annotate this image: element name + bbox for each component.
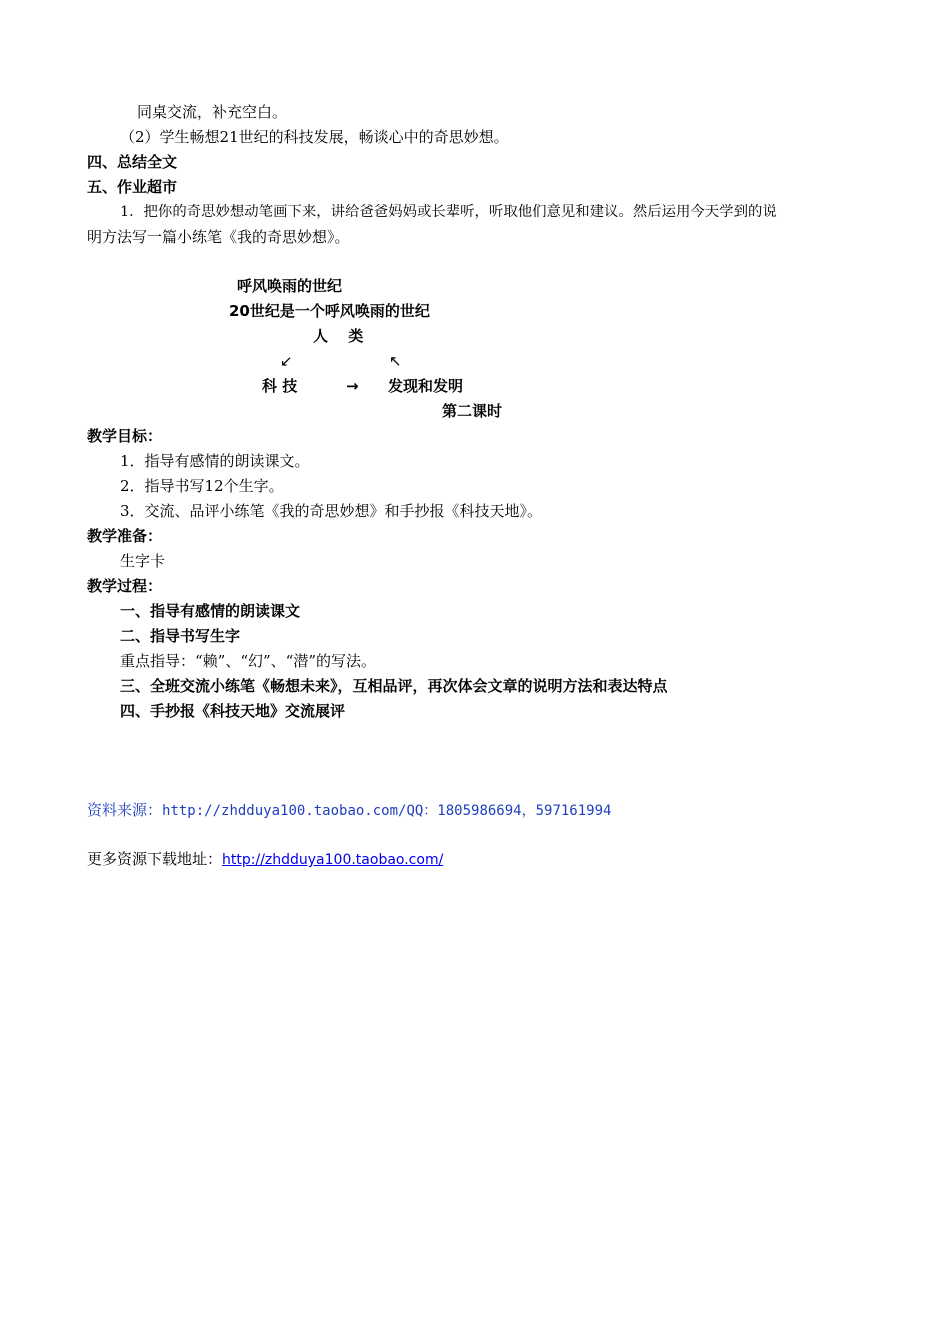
prep-heading: 教学准备：: [87, 527, 163, 545]
goal-item: 1．指导有感情的朗读课文。: [120, 452, 310, 470]
prep-item: 生字卡: [120, 552, 166, 570]
arrow-up-left-icon: ↖: [389, 352, 402, 370]
process-step: 二、指导书写生字: [120, 627, 241, 645]
arrow-right-icon: →: [346, 377, 359, 395]
source-url-link[interactable]: http://zhdduya100.taobao.com/: [162, 803, 407, 819]
process-heading: 教学过程：: [87, 577, 163, 595]
focus-note: 重点指导：“赖”、“幻”、“潜”的写法。: [120, 652, 377, 670]
homework-text: 1．把你的奇思妙想动笔画下来，讲给爸爸妈妈或长辈听，听取他们意见和建议。然后运用今天学到的说: [120, 204, 777, 220]
goal-item: 2．指导书写12个生字。: [120, 477, 284, 495]
process-step: 三、全班交流小练笔《畅想未来》，互相品评，再次体会文章的说明方法和表达特点: [120, 677, 668, 695]
more-resources-line: [87, 849, 443, 870]
homework-text: 明方法写一篇小练笔《我的奇思妙想》。: [87, 228, 350, 246]
paragraph-line: （2）学生畅想21世纪的科技发展，畅谈心中的奇思妙想。: [120, 128, 509, 146]
process-step: 四、手抄报《科技天地》交流展评: [120, 702, 346, 720]
paragraph-line: 同桌交流，补充空白。: [137, 103, 288, 121]
lesson-title: 第二课时: [442, 402, 503, 420]
source-qq: QQ：1805986694，597161994: [406, 803, 612, 819]
section-heading: 四、总结全文: [87, 153, 178, 171]
board-tech: 科 技: [262, 377, 298, 395]
goals-heading: 教学目标：: [87, 427, 163, 445]
goal-item: 3．交流、品评小练笔《我的奇思妙想》和手抄报《科技天地》。: [120, 502, 543, 520]
section-heading: 五、作业超市: [87, 178, 178, 196]
source-label: 资料来源：: [87, 801, 163, 819]
more-url-link[interactable]: http://zhdduya100.taobao.com/: [222, 852, 444, 868]
board-subtitle: 20世纪是一个呼风唤雨的世纪: [229, 302, 430, 320]
source-line: [87, 800, 611, 821]
process-step: 一、指导有感情的朗读课文: [120, 602, 301, 620]
more-label: 更多资源下载地址：: [87, 850, 223, 868]
arrow-down-left-icon: ↙: [280, 352, 293, 370]
board-discovery: 发现和发明: [388, 377, 464, 395]
board-title: 呼风唤雨的世纪: [237, 277, 343, 295]
board-human: 人 类: [313, 327, 364, 345]
